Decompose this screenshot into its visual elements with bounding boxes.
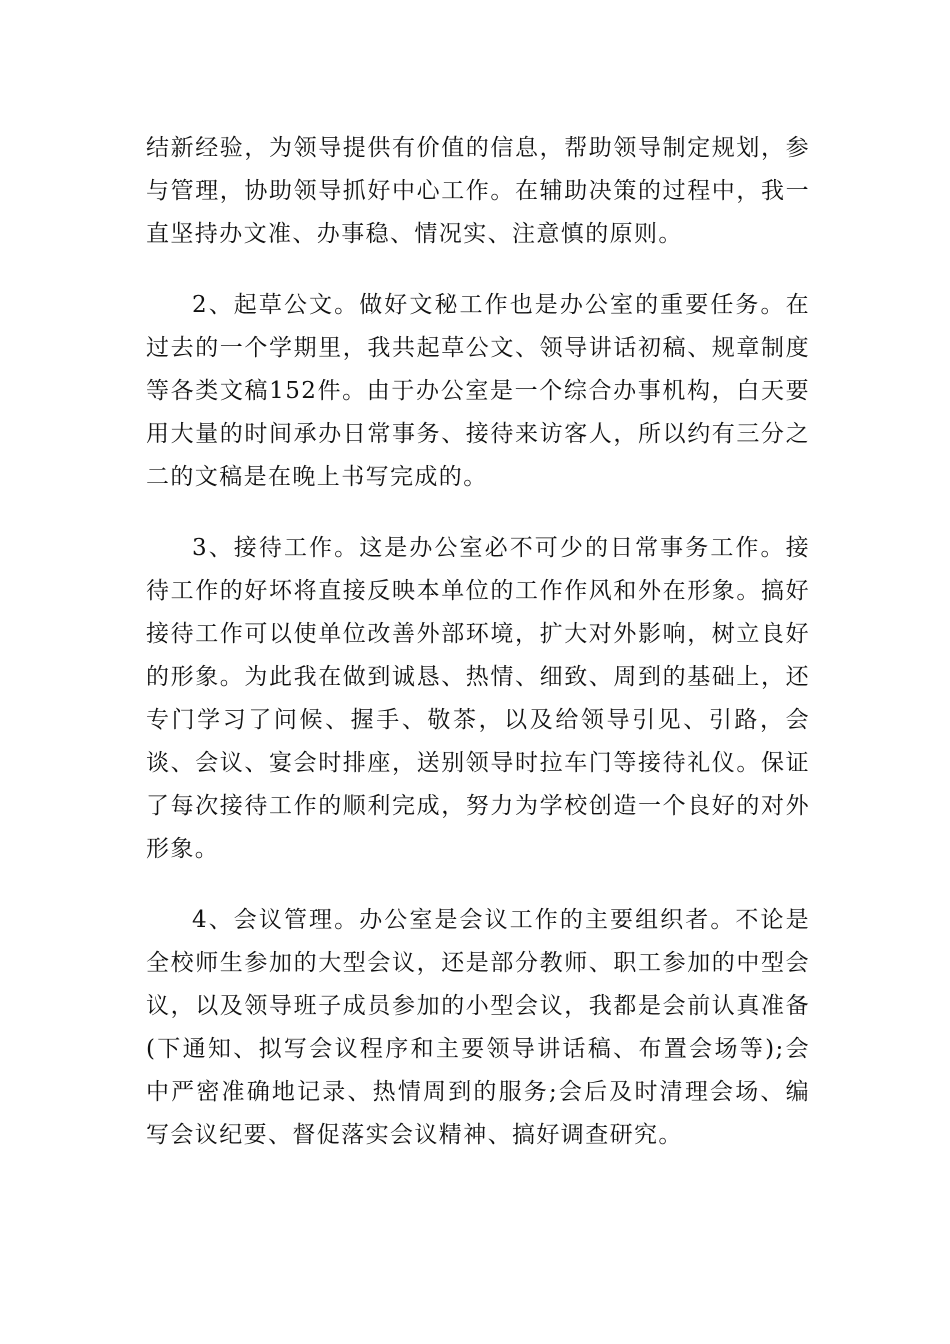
paragraph-reception-work: 3、接待工作。这是办公室必不可少的日常事务工作。接待工作的好坏将直接反映本单位的工作作风和外在形象。搞好接待工作可以使单位改善外部环境，扩大对外影响，树立良好的形象。为此我在做到诚恳、热情、细致、周到的基础上，还专门学习了问候、握手、敬茶，以及给领导引见、引路，会谈、会议、宴会时排座，送别领导时拉车门等接待礼仪。保证了每次接待工作的顺利完成，努力为学校创造一个良好的对外形象。: [146, 535, 810, 862]
paragraph-meeting-management: 4、会议管理。办公室是会议工作的主要组织者。不论是全校师生参加的大型会议，还是部分教师、职工参加的中型会议，以及领导班子成员参加的小型会议，我都是会前认真准备(下通知、拟写会议程序和主要领导讲话稿、布置会场等);会中严密准确地记录、热情周到的服务;会后及时清理会场、编写会议纪要、督促落实会议精神、搞好调查研究。: [146, 907, 810, 1148]
document-body: [146, 127, 810, 1185]
paragraph-drafting-documents: 2、起草公文。做好文秘工作也是办公室的重要任务。在过去的一个学期里，我共起草公文、领导讲话初稿、规章制度等各类文稿152件。由于办公室是一个综合办事机构，白天要用大量的时间承办日常事务、接待来访客人，所以约有三分之二的文稿是在晚上书写完成的。: [146, 292, 810, 490]
paragraph-continuation: 结新经验，为领导提供有价值的信息，帮助领导制定规划，参与管理，协助领导抓好中心工作。在辅助决策的过程中，我一直坚持办文准、办事稳、情况实、注意慎的原则。: [146, 135, 810, 247]
